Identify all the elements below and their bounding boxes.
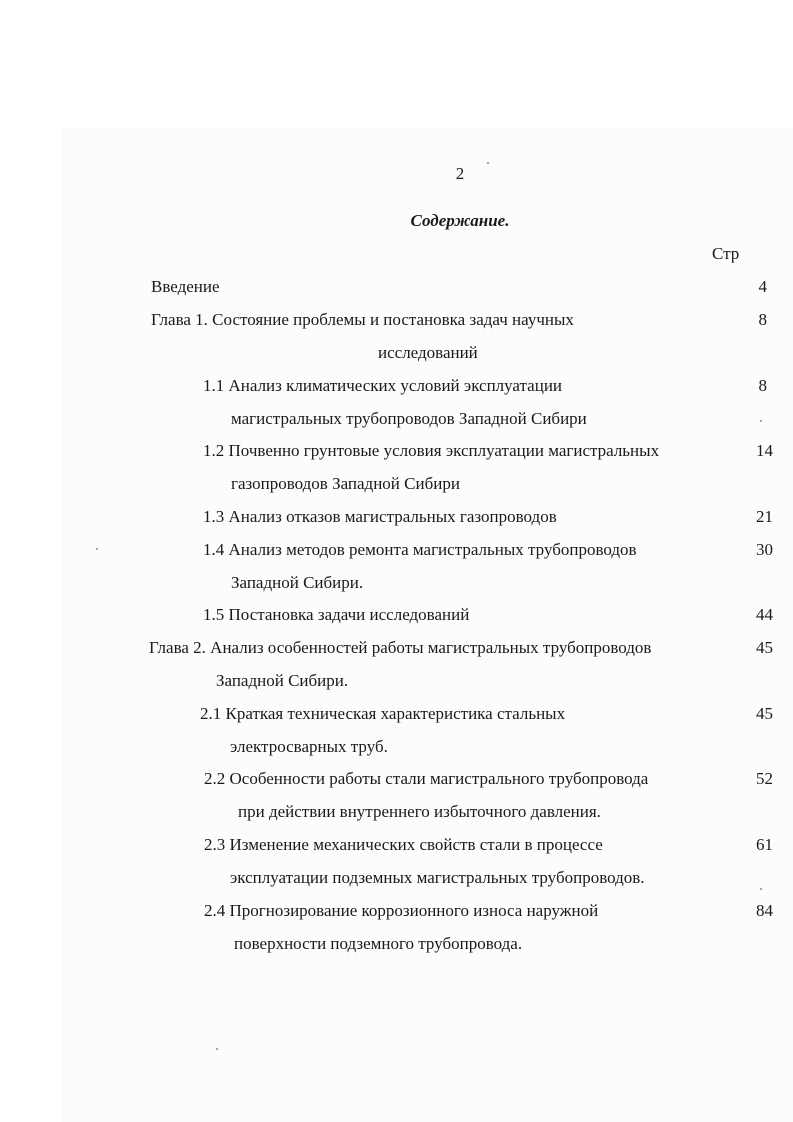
toc-entry-line: Западной Сибири.: [231, 573, 364, 592]
toc-entry-line: 1.2 Почвенно грунтовые условия эксплуатации магистральных: [203, 441, 660, 460]
scan-speck: [760, 420, 762, 422]
toc-entry-line: Введение: [151, 277, 220, 296]
toc-entry-line: 2.2 Особенности работы стали магистрального трубопровода: [204, 769, 649, 788]
toc-entry-line: поверхности подземного трубопровода.: [234, 934, 523, 953]
toc-entry-line: магистральных трубопроводов Западной Сибири: [231, 409, 587, 428]
toc-entry-line: 1.5 Постановка задачи исследований: [203, 605, 470, 624]
toc-entry-page: 4: [758, 277, 767, 296]
scan-speck: [760, 888, 762, 890]
page-title: Содержание.: [410, 211, 510, 230]
scan-speck: [216, 1048, 218, 1050]
toc-entry-line: 1.1 Анализ климатических условий эксплуатации: [203, 376, 563, 395]
toc-entry-line: Западной Сибири.: [216, 671, 349, 690]
toc-entry-line: эксплуатации подземных магистральных трубопроводов.: [230, 868, 645, 887]
toc-entry-line: газопроводов Западной Сибири: [231, 474, 460, 493]
page-column-label: Стр: [712, 244, 740, 263]
toc-entry-page: 8: [758, 310, 767, 329]
toc-entry-page: 61: [756, 835, 773, 854]
page-number: 2: [455, 164, 465, 183]
toc-entry-page: 84: [756, 901, 773, 920]
scan-speck: [96, 548, 98, 550]
toc-entry-line: электросварных труб.: [230, 737, 388, 756]
toc-entry-page: 44: [756, 605, 773, 624]
toc-entry-page: 21: [756, 507, 773, 526]
toc-entry-line: 1.4 Анализ методов ремонта магистральных трубопроводов: [203, 540, 637, 559]
toc-entry-line: при действии внутреннего избыточного давления.: [238, 802, 601, 821]
toc-entry-line: 2.1 Краткая техническая характеристика стальных: [200, 704, 566, 723]
toc-entry-page: 45: [756, 704, 773, 723]
toc-entry-line: 2.3 Изменение механических свойств стали в процессе: [204, 835, 603, 854]
toc-entry-page: 30: [756, 540, 773, 559]
toc-entry-line: исследований: [378, 343, 478, 362]
toc-entry-line: 2.4 Прогнозирование коррозионного износа наружной: [204, 901, 599, 920]
scan-speck: [487, 162, 489, 164]
toc-entry-line: Глава 2. Анализ особенностей работы магистральных трубопроводов: [149, 638, 652, 657]
toc-entry-line: 1.3 Анализ отказов магистральных газопроводов: [203, 507, 557, 526]
toc-entry-line: Глава 1. Состояние проблемы и постановка задач научных: [151, 310, 574, 329]
toc-entry-page: 52: [756, 769, 773, 788]
toc-entry-page: 14: [756, 441, 773, 460]
toc-entry-page: 45: [756, 638, 773, 657]
toc-entry-page: 8: [758, 376, 767, 395]
